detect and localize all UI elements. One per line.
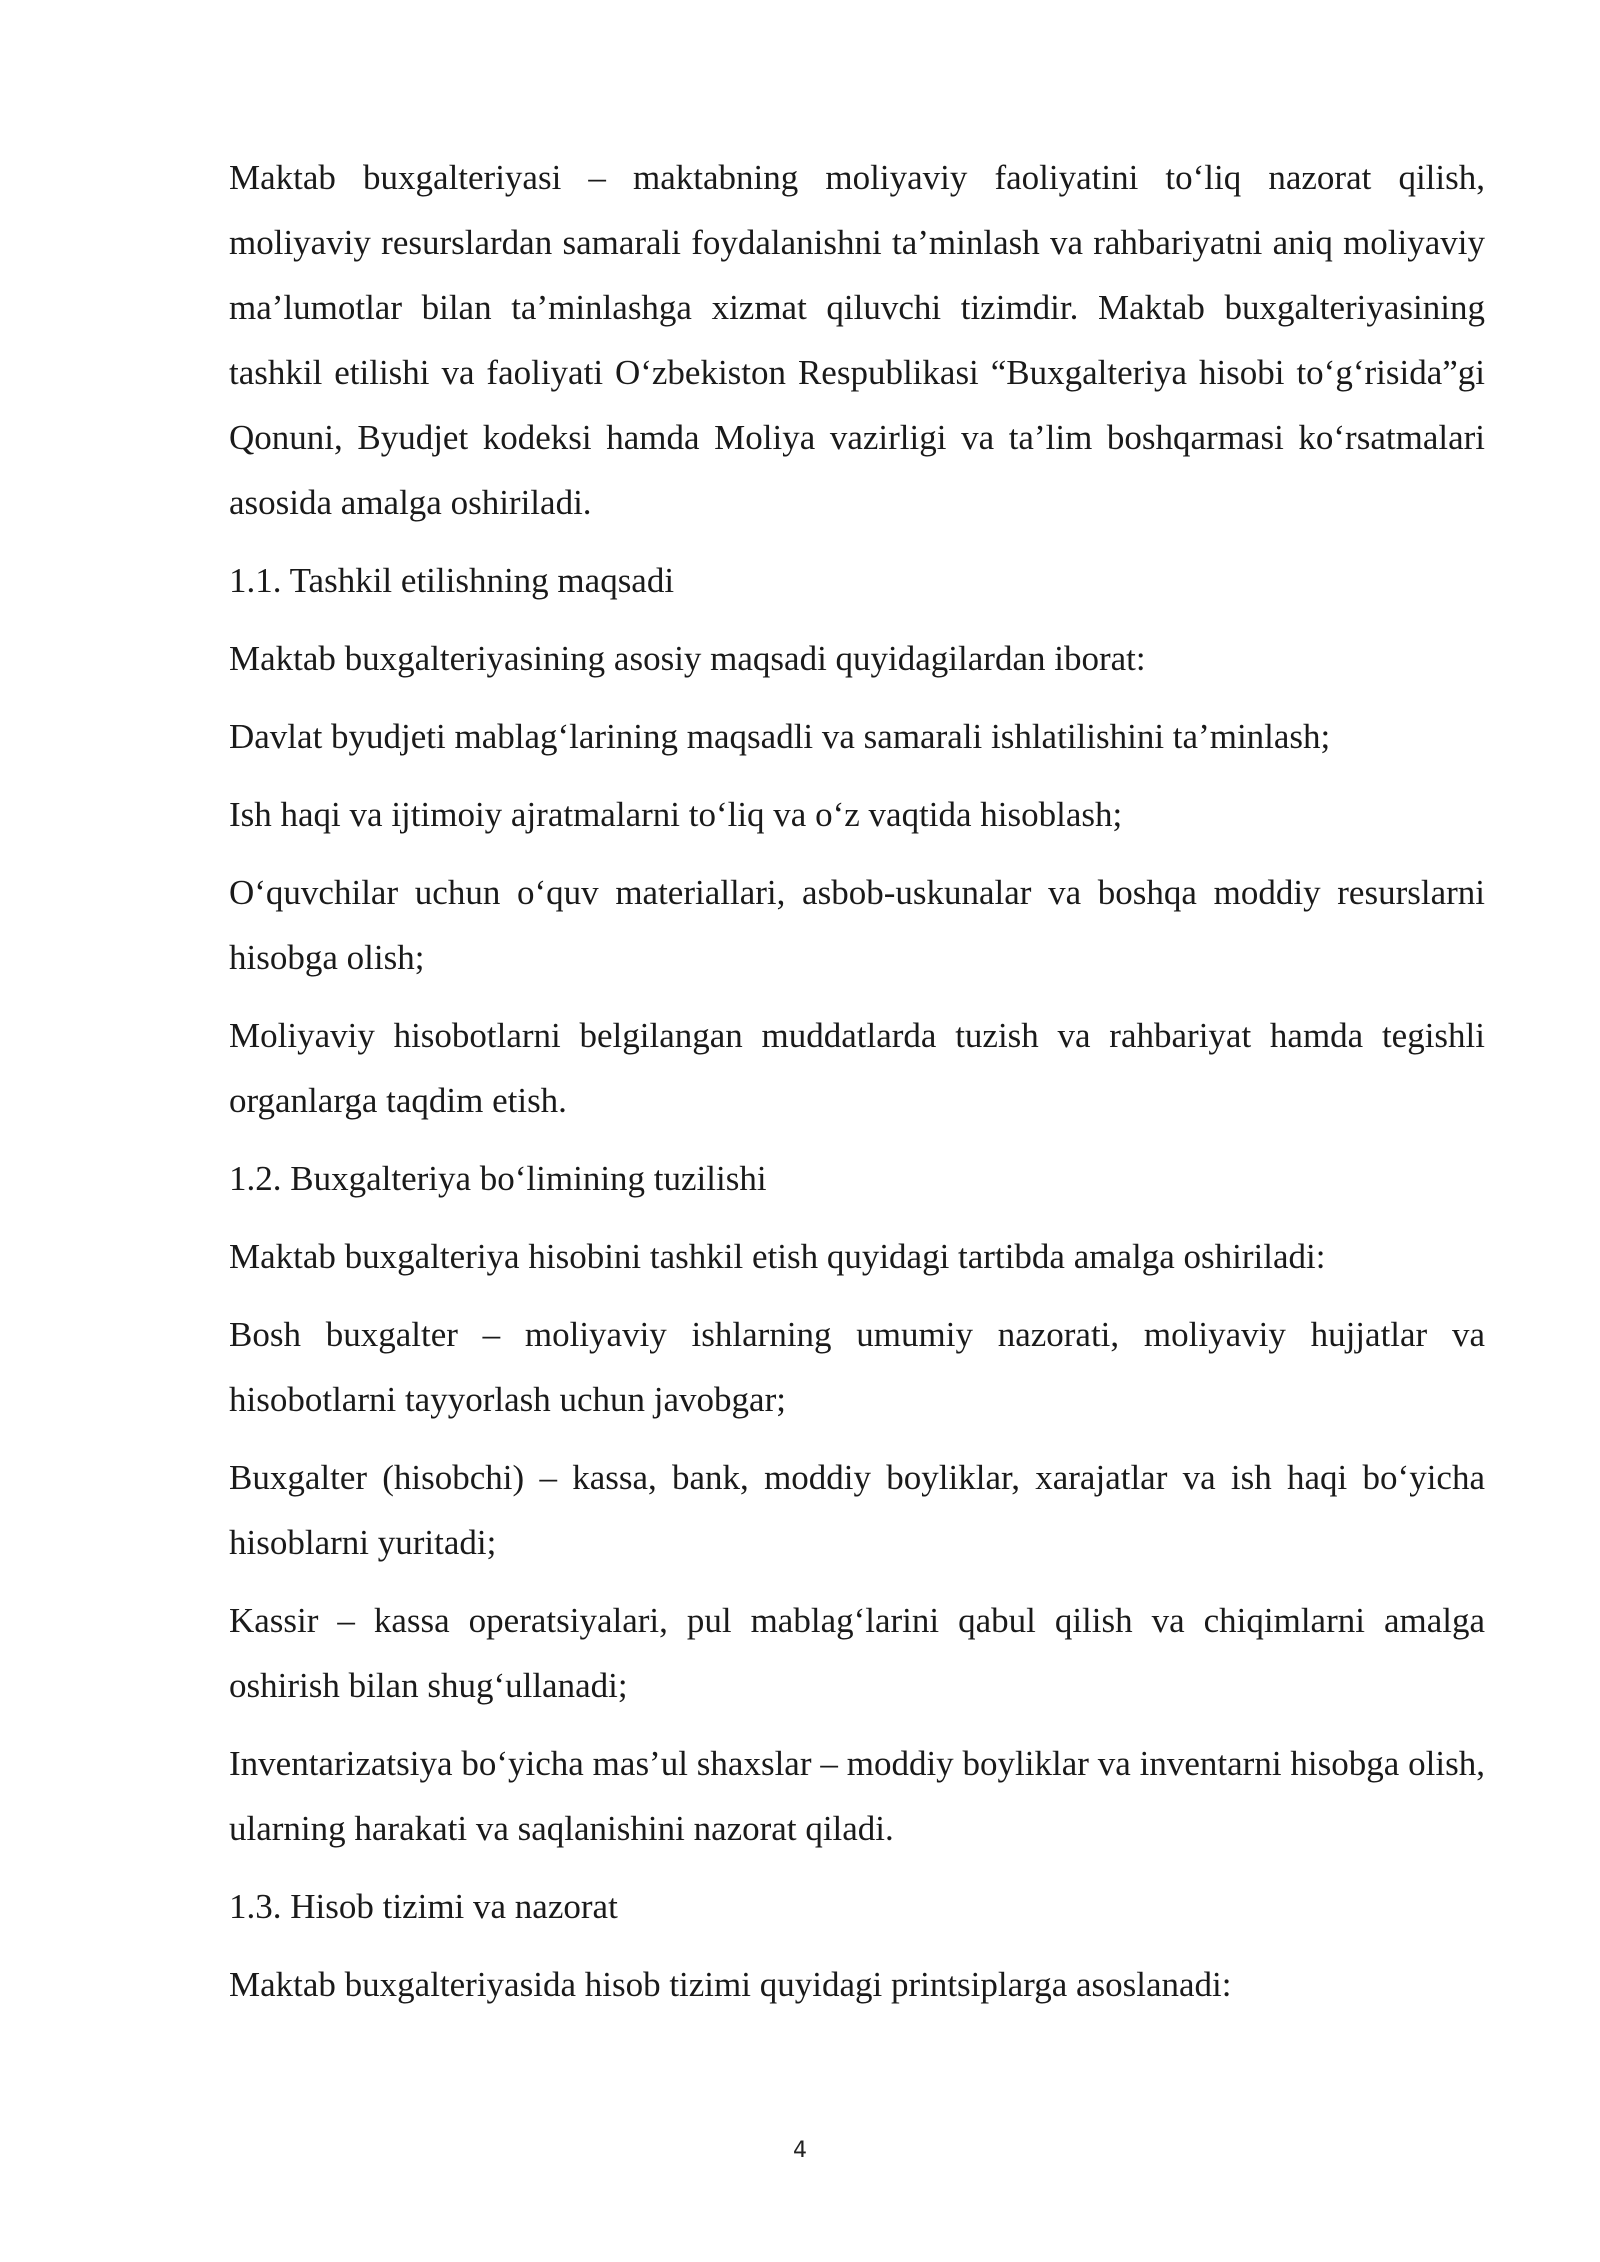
- list-item-role: Kassir – kassa operatsiyalari, pul mablag‘larini qabul qilish va chiqimlarni amalga oshirish bilan shug‘ullanadi;: [229, 1601, 1485, 1705]
- list-item-role: Buxgalter (hisobchi) – kassa, bank, moddiy boyliklar, xarajatlar va ish haqi bo‘yicha hisoblarni yuritadi;: [229, 1458, 1485, 1562]
- list-item-goal: Davlat byudjeti mablag‘larining maqsadli va samarali ishlatilishini ta’minlash;: [229, 717, 1331, 756]
- page-number: 4: [793, 2138, 807, 2163]
- paragraph-goals-intro: Maktab buxgalteriyasining asosiy maqsadi quyidagilardan iborat:: [229, 639, 1146, 678]
- list-item-goal: Ish haqi va ijtimoiy ajratmalarni to‘liq va o‘z vaqtida hisoblash;: [229, 795, 1123, 834]
- intro-paragraph: Maktab buxgalteriyasi – maktabning moliyaviy faoliyatini to‘liq nazorat qilish, moliyaviy resurslardan samarali foydalanishni ta’minlash va rahbariyatni aniq moliyaviy ma’lumotlar bilan ta’minlashga xizmat qiluvchi tizimdir. Maktab buxgalteriyasining tashkil etilishi va faoliyati O‘zbekiston Respublikasi “Buxgalteriya hisobi to‘g‘risida”gi Qonuni, Byudjet kodeksi hamda Moliya vazirligi va ta’lim boshqarmasi ko‘rsatmalari asosida amalga oshiriladi.: [229, 158, 1485, 522]
- list-item-goal: Moliyaviy hisobotlarni belgilangan muddatlarda tuzish va rahbariyat hamda tegishli organlarga taqdim etish.: [229, 1016, 1485, 1120]
- section-heading-1-3: 1.3. Hisob tizimi va nazorat: [229, 1887, 618, 1926]
- list-item-goal: O‘quvchilar uchun o‘quv materiallari, asbob-uskunalar va boshqa moddiy resurslarni hisobga olish;: [229, 873, 1485, 977]
- list-item-role: Inventarizatsiya bo‘yicha mas’ul shaxslar – moddiy boyliklar va inventarni hisobga olish, ularning harakati va saqlanishini nazorat qiladi.: [229, 1744, 1485, 1848]
- section-heading-1-1: 1.1. Tashkil etilishning maqsadi: [229, 561, 675, 600]
- paragraph-structure-intro: Maktab buxgalteriya hisobini tashkil etish quyidagi tartibda amalga oshiriladi:: [229, 1237, 1326, 1276]
- list-item-role: Bosh buxgalter – moliyaviy ishlarning umumiy nazorati, moliyaviy hujjatlar va hisobotlarni tayyorlash uchun javobgar;: [229, 1315, 1485, 1419]
- section-heading-1-2: 1.2. Buxgalteriya bo‘limining tuzilishi: [229, 1159, 767, 1198]
- paragraph-system-intro: Maktab buxgalteriyasida hisob tizimi quyidagi printsiplarga asoslanadi:: [229, 1965, 1232, 2004]
- page-body: [229, 145, 1485, 2017]
